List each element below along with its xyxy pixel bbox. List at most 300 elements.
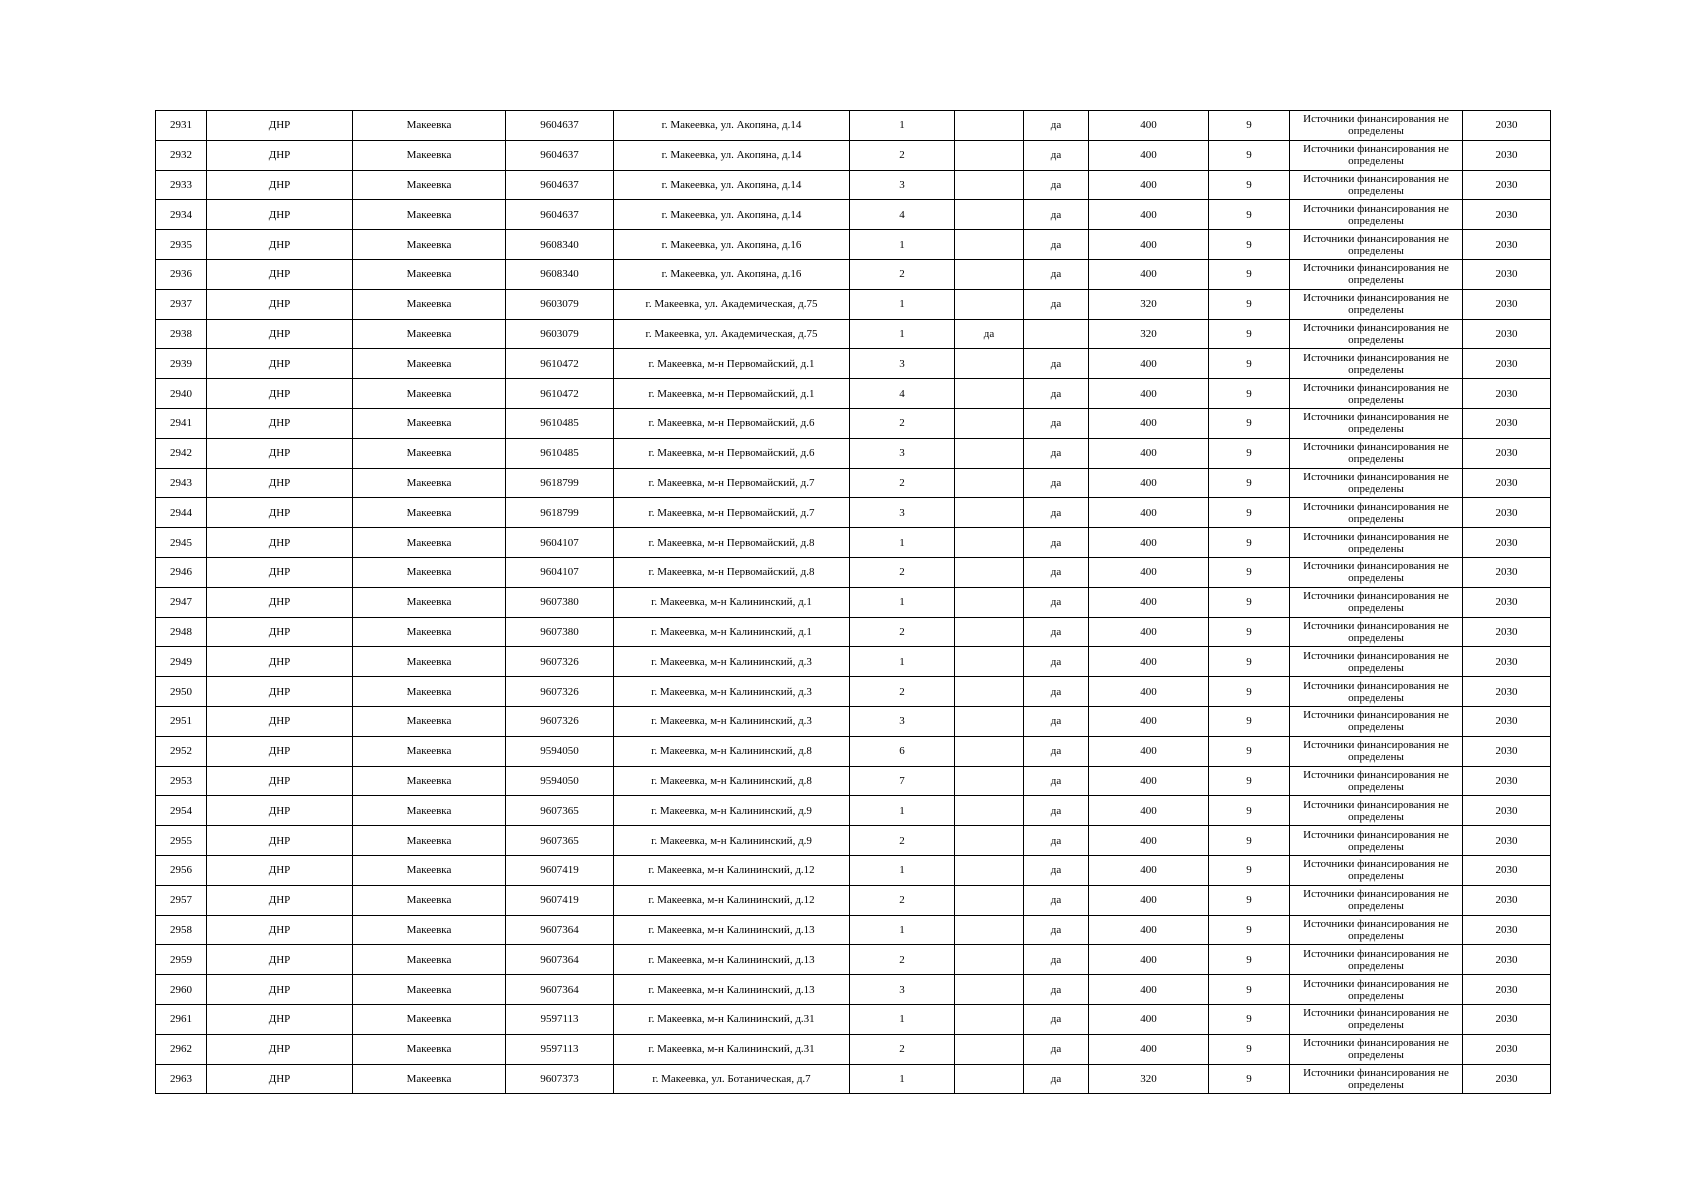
cell-row-number: 2932: [156, 140, 207, 170]
cell-capacity: 400: [1089, 945, 1209, 975]
cell-capacity: 400: [1089, 408, 1209, 438]
table-row: [156, 885, 1551, 915]
cell-floors: 9: [1209, 319, 1290, 349]
cell-address: г. Макеевка, м-н Калининский, д.13: [614, 945, 850, 975]
cell-flag-a: [955, 349, 1024, 379]
table-row: [156, 379, 1551, 409]
cell-funding-note: Источники финансирования не определены: [1290, 379, 1463, 409]
cell-floors: 9: [1209, 766, 1290, 796]
cell-flag-a: [955, 1064, 1024, 1094]
cell-address: г. Макеевка, м-н Первомайский, д.1: [614, 349, 850, 379]
cell-year: 2030: [1463, 349, 1551, 379]
cell-year: 2030: [1463, 528, 1551, 558]
cell-entrance: 1: [850, 528, 955, 558]
document-page: [155, 110, 1551, 1094]
table-row: [156, 617, 1551, 647]
cell-entrance: 1: [850, 915, 955, 945]
cell-year: 2030: [1463, 826, 1551, 856]
cell-funding-note: Источники финансирования не определены: [1290, 885, 1463, 915]
cell-flag-b: да: [1024, 379, 1089, 409]
cell-year: 2030: [1463, 319, 1551, 349]
cell-funding-note: Источники финансирования не определены: [1290, 1034, 1463, 1064]
cell-capacity: 400: [1089, 200, 1209, 230]
cell-region: ДНР: [207, 289, 353, 319]
cell-address: г. Макеевка, м-н Калининский, д.3: [614, 677, 850, 707]
cell-year: 2030: [1463, 289, 1551, 319]
cell-row-number: 2946: [156, 557, 207, 587]
cell-capacity: 400: [1089, 975, 1209, 1005]
cell-city: Макеевка: [353, 766, 506, 796]
cell-entrance: 1: [850, 230, 955, 260]
cell-flag-b: да: [1024, 528, 1089, 558]
cell-capacity: 400: [1089, 855, 1209, 885]
cell-year: 2030: [1463, 438, 1551, 468]
cell-house-id: 9604107: [506, 557, 614, 587]
cell-row-number: 2960: [156, 975, 207, 1005]
cell-house-id: 9607380: [506, 617, 614, 647]
cell-capacity: 400: [1089, 766, 1209, 796]
cell-funding-note: Источники финансирования не определены: [1290, 915, 1463, 945]
cell-funding-note: Источники финансирования не определены: [1290, 677, 1463, 707]
cell-address: г. Макеевка, м-н Калининский, д.3: [614, 647, 850, 677]
cell-city: Макеевка: [353, 379, 506, 409]
cell-address: г. Макеевка, м-н Первомайский, д.8: [614, 528, 850, 558]
cell-year: 2030: [1463, 706, 1551, 736]
cell-address: г. Макеевка, ул. Акопяна, д.16: [614, 230, 850, 260]
cell-address: г. Макеевка, м-н Калининский, д.12: [614, 855, 850, 885]
cell-entrance: 7: [850, 766, 955, 796]
cell-house-id: 9610472: [506, 379, 614, 409]
cell-funding-note: Источники финансирования не определены: [1290, 587, 1463, 617]
cell-flag-b: да: [1024, 170, 1089, 200]
cell-capacity: 400: [1089, 1034, 1209, 1064]
cell-year: 2030: [1463, 945, 1551, 975]
cell-house-id: 9607364: [506, 915, 614, 945]
cell-funding-note: Источники финансирования не определены: [1290, 796, 1463, 826]
cell-house-id: 9610485: [506, 438, 614, 468]
cell-floors: 9: [1209, 587, 1290, 617]
cell-entrance: 2: [850, 408, 955, 438]
cell-region: ДНР: [207, 408, 353, 438]
cell-entrance: 1: [850, 111, 955, 141]
cell-year: 2030: [1463, 796, 1551, 826]
cell-house-id: 9607419: [506, 885, 614, 915]
cell-house-id: 9594050: [506, 766, 614, 796]
cell-city: Макеевка: [353, 170, 506, 200]
cell-capacity: 400: [1089, 498, 1209, 528]
cell-house-id: 9594050: [506, 736, 614, 766]
cell-entrance: 4: [850, 379, 955, 409]
cell-year: 2030: [1463, 200, 1551, 230]
table-row: [156, 647, 1551, 677]
cell-city: Макеевка: [353, 915, 506, 945]
cell-region: ДНР: [207, 945, 353, 975]
cell-funding-note: Источники финансирования не определены: [1290, 438, 1463, 468]
cell-row-number: 2957: [156, 885, 207, 915]
cell-flag-b: да: [1024, 468, 1089, 498]
cell-city: Макеевка: [353, 975, 506, 1005]
cell-city: Макеевка: [353, 796, 506, 826]
cell-floors: 9: [1209, 200, 1290, 230]
cell-funding-note: Источники финансирования не определены: [1290, 498, 1463, 528]
cell-region: ДНР: [207, 438, 353, 468]
cell-city: Макеевка: [353, 826, 506, 856]
cell-entrance: 3: [850, 498, 955, 528]
cell-city: Макеевка: [353, 855, 506, 885]
cell-house-id: 9607380: [506, 587, 614, 617]
cell-address: г. Макеевка, м-н Первомайский, д.7: [614, 468, 850, 498]
cell-region: ДНР: [207, 170, 353, 200]
cell-row-number: 2940: [156, 379, 207, 409]
cell-floors: 9: [1209, 498, 1290, 528]
table-row: [156, 975, 1551, 1005]
table-row: [156, 140, 1551, 170]
cell-flag-a: [955, 766, 1024, 796]
cell-year: 2030: [1463, 468, 1551, 498]
cell-floors: 9: [1209, 915, 1290, 945]
cell-row-number: 2944: [156, 498, 207, 528]
cell-flag-a: [955, 259, 1024, 289]
cell-region: ДНР: [207, 915, 353, 945]
cell-house-id: 9610485: [506, 408, 614, 438]
cell-city: Макеевка: [353, 677, 506, 707]
cell-funding-note: Источники финансирования не определены: [1290, 855, 1463, 885]
table-row: [156, 796, 1551, 826]
cell-row-number: 2938: [156, 319, 207, 349]
cell-address: г. Макеевка, ул. Ботаническая, д.7: [614, 1064, 850, 1094]
cell-house-id: 9607373: [506, 1064, 614, 1094]
cell-flag-a: [955, 468, 1024, 498]
cell-year: 2030: [1463, 587, 1551, 617]
cell-capacity: 400: [1089, 259, 1209, 289]
table-row: [156, 528, 1551, 558]
cell-entrance: 3: [850, 975, 955, 1005]
cell-year: 2030: [1463, 379, 1551, 409]
cell-capacity: 400: [1089, 826, 1209, 856]
cell-address: г. Макеевка, ул. Акопяна, д.14: [614, 111, 850, 141]
cell-flag-a: [955, 170, 1024, 200]
cell-house-id: 9607364: [506, 945, 614, 975]
cell-flag-b: да: [1024, 885, 1089, 915]
cell-row-number: 2936: [156, 259, 207, 289]
cell-city: Макеевка: [353, 408, 506, 438]
cell-floors: 9: [1209, 975, 1290, 1005]
cell-house-id: 9604637: [506, 200, 614, 230]
cell-flag-b: [1024, 319, 1089, 349]
cell-entrance: 2: [850, 1034, 955, 1064]
cell-region: ДНР: [207, 1004, 353, 1034]
data-table: [155, 110, 1551, 1094]
cell-house-id: 9618799: [506, 468, 614, 498]
cell-year: 2030: [1463, 259, 1551, 289]
cell-region: ДНР: [207, 140, 353, 170]
cell-entrance: 2: [850, 885, 955, 915]
cell-address: г. Макеевка, м-н Первомайский, д.6: [614, 408, 850, 438]
cell-capacity: 400: [1089, 468, 1209, 498]
cell-capacity: 400: [1089, 111, 1209, 141]
cell-house-id: 9604637: [506, 170, 614, 200]
cell-region: ДНР: [207, 885, 353, 915]
cell-address: г. Макеевка, ул. Академическая, д.75: [614, 319, 850, 349]
cell-entrance: 1: [850, 796, 955, 826]
cell-region: ДНР: [207, 587, 353, 617]
cell-year: 2030: [1463, 230, 1551, 260]
cell-row-number: 2956: [156, 855, 207, 885]
cell-floors: 9: [1209, 796, 1290, 826]
cell-address: г. Макеевка, м-н Калининский, д.1: [614, 617, 850, 647]
cell-entrance: 1: [850, 1064, 955, 1094]
cell-flag-a: [955, 647, 1024, 677]
cell-floors: 9: [1209, 468, 1290, 498]
cell-flag-a: [955, 945, 1024, 975]
cell-floors: 9: [1209, 111, 1290, 141]
cell-region: ДНР: [207, 498, 353, 528]
cell-flag-b: да: [1024, 408, 1089, 438]
cell-floors: 9: [1209, 289, 1290, 319]
cell-year: 2030: [1463, 915, 1551, 945]
table-row: [156, 677, 1551, 707]
cell-capacity: 320: [1089, 1064, 1209, 1094]
cell-year: 2030: [1463, 1064, 1551, 1094]
cell-capacity: 400: [1089, 647, 1209, 677]
cell-flag-a: [955, 498, 1024, 528]
cell-address: г. Макеевка, м-н Первомайский, д.7: [614, 498, 850, 528]
cell-funding-note: Источники финансирования не определены: [1290, 617, 1463, 647]
cell-city: Макеевка: [353, 111, 506, 141]
cell-row-number: 2949: [156, 647, 207, 677]
cell-region: ДНР: [207, 349, 353, 379]
cell-row-number: 2937: [156, 289, 207, 319]
cell-flag-b: да: [1024, 349, 1089, 379]
cell-row-number: 2947: [156, 587, 207, 617]
cell-region: ДНР: [207, 200, 353, 230]
cell-row-number: 2941: [156, 408, 207, 438]
cell-floors: 9: [1209, 617, 1290, 647]
cell-flag-a: [955, 796, 1024, 826]
cell-funding-note: Источники финансирования не определены: [1290, 647, 1463, 677]
cell-year: 2030: [1463, 140, 1551, 170]
table-row: [156, 766, 1551, 796]
cell-funding-note: Источники финансирования не определены: [1290, 289, 1463, 319]
cell-capacity: 400: [1089, 438, 1209, 468]
cell-floors: 9: [1209, 945, 1290, 975]
cell-address: г. Макеевка, м-н Калининский, д.13: [614, 915, 850, 945]
cell-year: 2030: [1463, 855, 1551, 885]
cell-capacity: 400: [1089, 915, 1209, 945]
cell-region: ДНР: [207, 1064, 353, 1094]
cell-entrance: 2: [850, 259, 955, 289]
cell-city: Макеевка: [353, 438, 506, 468]
table-row: [156, 468, 1551, 498]
cell-flag-a: [955, 438, 1024, 468]
cell-region: ДНР: [207, 826, 353, 856]
cell-city: Макеевка: [353, 557, 506, 587]
cell-entrance: 2: [850, 945, 955, 975]
cell-floors: 9: [1209, 736, 1290, 766]
cell-region: ДНР: [207, 1034, 353, 1064]
cell-floors: 9: [1209, 408, 1290, 438]
cell-house-id: 9603079: [506, 319, 614, 349]
cell-flag-a: [955, 557, 1024, 587]
cell-address: г. Макеевка, м-н Первомайский, д.8: [614, 557, 850, 587]
cell-row-number: 2959: [156, 945, 207, 975]
cell-flag-a: [955, 379, 1024, 409]
cell-flag-a: [955, 855, 1024, 885]
cell-floors: 9: [1209, 170, 1290, 200]
cell-capacity: 400: [1089, 379, 1209, 409]
cell-entrance: 2: [850, 677, 955, 707]
cell-capacity: 400: [1089, 677, 1209, 707]
cell-house-id: 9607326: [506, 647, 614, 677]
cell-capacity: 400: [1089, 140, 1209, 170]
table-row: [156, 1064, 1551, 1094]
cell-floors: 9: [1209, 706, 1290, 736]
cell-region: ДНР: [207, 379, 353, 409]
cell-flag-b: да: [1024, 1034, 1089, 1064]
cell-entrance: 1: [850, 289, 955, 319]
cell-flag-b: да: [1024, 140, 1089, 170]
cell-flag-a: [955, 1004, 1024, 1034]
cell-floors: 9: [1209, 259, 1290, 289]
cell-flag-a: да: [955, 319, 1024, 349]
cell-house-id: 9608340: [506, 259, 614, 289]
cell-capacity: 400: [1089, 170, 1209, 200]
cell-city: Макеевка: [353, 468, 506, 498]
cell-floors: 9: [1209, 140, 1290, 170]
cell-funding-note: Источники финансирования не определены: [1290, 170, 1463, 200]
cell-house-id: 9607326: [506, 706, 614, 736]
cell-city: Макеевка: [353, 200, 506, 230]
cell-entrance: 1: [850, 647, 955, 677]
cell-address: г. Макеевка, м-н Калининский, д.1: [614, 587, 850, 617]
cell-house-id: 9604637: [506, 111, 614, 141]
cell-city: Макеевка: [353, 319, 506, 349]
table-row: [156, 1004, 1551, 1034]
cell-flag-a: [955, 826, 1024, 856]
cell-funding-note: Источники финансирования не определены: [1290, 111, 1463, 141]
cell-row-number: 2931: [156, 111, 207, 141]
cell-address: г. Макеевка, м-н Калининский, д.9: [614, 796, 850, 826]
cell-address: г. Макеевка, ул. Акопяна, д.16: [614, 259, 850, 289]
cell-flag-a: [955, 528, 1024, 558]
cell-funding-note: Источники финансирования не определены: [1290, 528, 1463, 558]
cell-capacity: 320: [1089, 289, 1209, 319]
cell-city: Макеевка: [353, 498, 506, 528]
cell-flag-b: да: [1024, 617, 1089, 647]
cell-region: ДНР: [207, 259, 353, 289]
table-row: [156, 498, 1551, 528]
cell-city: Макеевка: [353, 230, 506, 260]
cell-floors: 9: [1209, 855, 1290, 885]
cell-funding-note: Источники финансирования не определены: [1290, 557, 1463, 587]
table-body: [156, 111, 1551, 1094]
cell-flag-a: [955, 975, 1024, 1005]
cell-floors: 9: [1209, 677, 1290, 707]
cell-funding-note: Источники финансирования не определены: [1290, 259, 1463, 289]
cell-flag-b: да: [1024, 289, 1089, 319]
cell-entrance: 2: [850, 826, 955, 856]
cell-entrance: 2: [850, 557, 955, 587]
cell-entrance: 2: [850, 617, 955, 647]
cell-region: ДНР: [207, 975, 353, 1005]
cell-flag-b: да: [1024, 647, 1089, 677]
cell-flag-b: да: [1024, 200, 1089, 230]
table-row: [156, 945, 1551, 975]
cell-year: 2030: [1463, 736, 1551, 766]
cell-city: Макеевка: [353, 349, 506, 379]
cell-house-id: 9607419: [506, 855, 614, 885]
cell-row-number: 2955: [156, 826, 207, 856]
cell-region: ДНР: [207, 706, 353, 736]
cell-house-id: 9597113: [506, 1004, 614, 1034]
cell-flag-b: да: [1024, 855, 1089, 885]
cell-funding-note: Источники финансирования не определены: [1290, 200, 1463, 230]
cell-house-id: 9607365: [506, 796, 614, 826]
cell-year: 2030: [1463, 647, 1551, 677]
cell-row-number: 2961: [156, 1004, 207, 1034]
cell-address: г. Макеевка, ул. Акопяна, д.14: [614, 170, 850, 200]
cell-row-number: 2954: [156, 796, 207, 826]
cell-house-id: 9618799: [506, 498, 614, 528]
cell-flag-a: [955, 736, 1024, 766]
cell-flag-b: да: [1024, 915, 1089, 945]
cell-region: ДНР: [207, 796, 353, 826]
table-row: [156, 855, 1551, 885]
cell-floors: 9: [1209, 379, 1290, 409]
cell-year: 2030: [1463, 1004, 1551, 1034]
cell-flag-b: да: [1024, 945, 1089, 975]
cell-flag-b: да: [1024, 1004, 1089, 1034]
cell-flag-a: [955, 587, 1024, 617]
cell-row-number: 2945: [156, 528, 207, 558]
cell-funding-note: Источники финансирования не определены: [1290, 945, 1463, 975]
cell-flag-b: да: [1024, 826, 1089, 856]
table-row: [156, 259, 1551, 289]
cell-year: 2030: [1463, 885, 1551, 915]
cell-year: 2030: [1463, 677, 1551, 707]
cell-funding-note: Источники финансирования не определены: [1290, 230, 1463, 260]
cell-floors: 9: [1209, 349, 1290, 379]
cell-region: ДНР: [207, 736, 353, 766]
cell-row-number: 2950: [156, 677, 207, 707]
cell-year: 2030: [1463, 1034, 1551, 1064]
cell-year: 2030: [1463, 111, 1551, 141]
cell-address: г. Макеевка, м-н Калининский, д.9: [614, 826, 850, 856]
cell-region: ДНР: [207, 557, 353, 587]
cell-year: 2030: [1463, 498, 1551, 528]
cell-region: ДНР: [207, 617, 353, 647]
cell-flag-b: да: [1024, 796, 1089, 826]
cell-address: г. Макеевка, м-н Калининский, д.8: [614, 766, 850, 796]
cell-region: ДНР: [207, 111, 353, 141]
cell-address: г. Макеевка, м-н Калининский, д.31: [614, 1034, 850, 1064]
cell-year: 2030: [1463, 170, 1551, 200]
cell-flag-b: да: [1024, 111, 1089, 141]
cell-entrance: 1: [850, 587, 955, 617]
cell-funding-note: Источники финансирования не определены: [1290, 1064, 1463, 1094]
cell-address: г. Макеевка, ул. Акопяна, д.14: [614, 140, 850, 170]
cell-city: Макеевка: [353, 587, 506, 617]
cell-floors: 9: [1209, 1034, 1290, 1064]
cell-address: г. Макеевка, м-н Первомайский, д.1: [614, 379, 850, 409]
cell-region: ДНР: [207, 468, 353, 498]
cell-row-number: 2952: [156, 736, 207, 766]
cell-house-id: 9608340: [506, 230, 614, 260]
cell-capacity: 400: [1089, 706, 1209, 736]
cell-flag-b: да: [1024, 677, 1089, 707]
cell-entrance: 6: [850, 736, 955, 766]
table-row: [156, 408, 1551, 438]
